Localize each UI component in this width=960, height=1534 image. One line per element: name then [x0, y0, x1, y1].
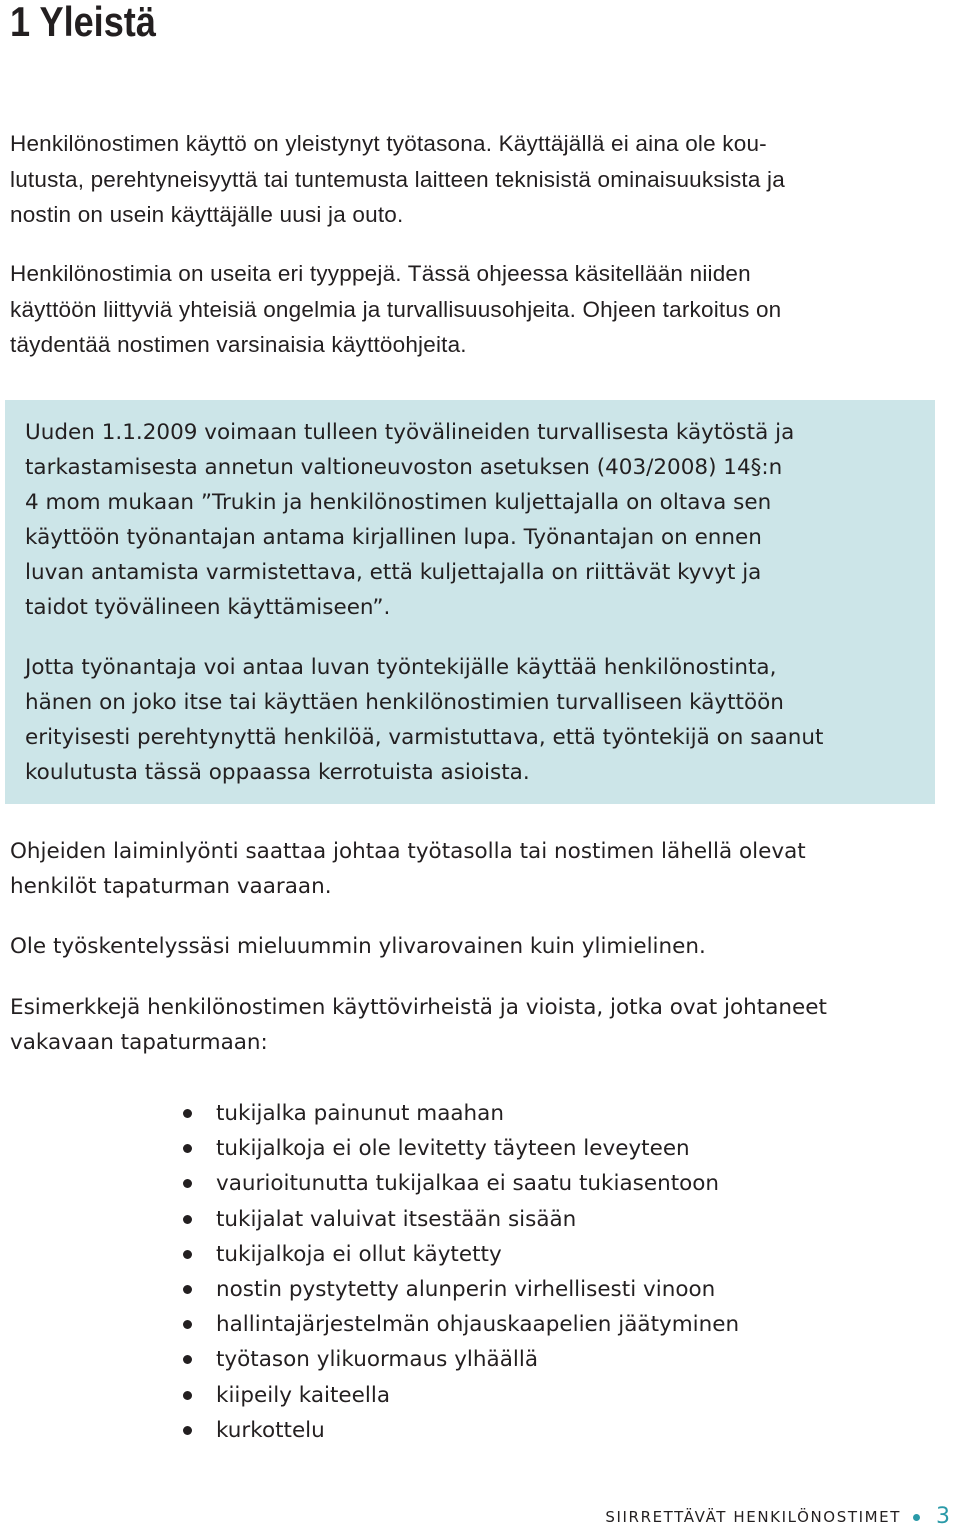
list-item-text: tukijalka painunut maahan: [216, 1101, 504, 1126]
list-item-text: kiipeily kaiteella: [216, 1382, 391, 1408]
list-item: [180, 1131, 739, 1166]
intro-paragraph-2: [10, 256, 940, 363]
list-item: [180, 1166, 739, 1201]
text-line: täydentää nostimen varsinaisia käyttöohjeita.: [10, 332, 467, 357]
warning-paragraph: [10, 834, 806, 904]
bullet-icon: [183, 1179, 192, 1188]
text-line: erityisesti perehtynyttä henkilöä, varmistuttava, että työntekijä on saanut: [25, 725, 824, 750]
page-title: 1 Yleistä: [10, 0, 156, 45]
text-line: henkilöt tapaturman vaaraan.: [10, 874, 332, 899]
text-line: Henkilönostimia on useita eri tyyppejä. Tässä ohjeessa käsitellään niiden: [10, 261, 751, 286]
bullet-icon: [183, 1391, 192, 1400]
text-line: Esimerkkejä henkilönostimen käyttövirheistä ja vioista, jotka ovat johtaneet: [10, 995, 827, 1020]
text-line: vakavaan tapaturmaan:: [10, 1030, 268, 1055]
text-line: käyttöön työnantajan antama kirjallinen lupa. Työnantajan on ennen: [25, 525, 762, 550]
text-line: 4 mom mukaan ”Trukin ja henkilönostimen kuljettajalla on oltava sen: [25, 490, 772, 515]
regulation-info-box: [5, 400, 935, 804]
list-item-text: tukijalkoja ei ole levitetty täyteen leveyteen: [216, 1136, 690, 1162]
list-item: [180, 1378, 739, 1413]
bullet-icon: [183, 1320, 192, 1329]
text-line: tarkastamisesta annetun valtioneuvoston asetuksen (403/2008) 14§:n: [25, 455, 783, 480]
text-line: nostin on usein käyttäjälle uusi ja outo.: [10, 202, 404, 227]
employer-paragraph: [25, 650, 823, 790]
text-line: taidot työvälineen käyttämiseen”.: [25, 595, 391, 620]
text-line: käyttöön liittyviä yhteisiä ongelmia ja turvallisuusohjeita. Ohjeen tarkoitus on: [10, 296, 782, 322]
list-item-text: kurkottelu: [216, 1417, 325, 1443]
text-line: Jotta työnantaja voi antaa luvan työntekijälle käyttää henkilönostinta,: [25, 655, 777, 680]
bullet-icon: [183, 1215, 192, 1224]
bullet-icon: [183, 1355, 192, 1364]
bullet-icon: [183, 1109, 192, 1118]
list-item-text: hallintajärjestelmän ohjauskaapelien jäätyminen: [216, 1312, 740, 1338]
accident-examples-list: [180, 1096, 739, 1448]
list-item-text: tukijalkoja ei ollut käytetty: [216, 1241, 502, 1267]
text-line: koulutusta tässä oppaassa kerrotuista asioista.: [25, 760, 530, 785]
list-item: [180, 1096, 739, 1131]
list-item: [180, 1342, 739, 1377]
list-item-text: tukijalat valuivat itsestään sisään: [216, 1206, 577, 1232]
list-item-text: vaurioitunutta tukijalkaa ei saatu tukiasentoon: [216, 1171, 720, 1197]
bullet-icon: [183, 1285, 192, 1294]
intro-paragraph-1: [10, 126, 940, 233]
text-line: Ohjeiden laiminlyönti saattaa johtaa työtasolla tai nostimen lähellä olevat: [10, 839, 806, 864]
page-footer: [605, 1505, 950, 1529]
bullet-icon: [183, 1250, 192, 1259]
footer-label: SIIRRETTÄVÄT HENKILÖNOSTIMET: [605, 1508, 901, 1526]
text-line: luvan antamista varmistettava, että kuljettajalla on riittävät kyvyt ja: [25, 560, 762, 585]
text-line: lutusta, perehtyneisyyttä tai tuntemusta laitteen teknisistä ominaisuuksista ja: [10, 166, 785, 192]
bullet-icon: [183, 1144, 192, 1153]
list-item-text: työtason ylikuormaus ylhäällä: [216, 1347, 539, 1373]
list-item: [180, 1202, 739, 1237]
advice-paragraph: Ole työskentelyssäsi mieluummin ylivarovainen kuin ylimielinen.: [10, 934, 706, 959]
page-number: 3: [936, 1504, 950, 1529]
list-item: [180, 1413, 739, 1448]
examples-intro-paragraph: [10, 990, 827, 1060]
text-line: hänen on joko itse tai käyttäen henkilönostimien turvalliseen käyttöön: [25, 690, 784, 715]
list-item: [180, 1237, 739, 1272]
bullet-icon: [183, 1426, 192, 1435]
text-line: Henkilönostimen käyttö on yleistynyt työtasona. Käyttäjällä ei aina ole kou-: [10, 131, 767, 156]
text-line: Uuden 1.1.2009 voimaan tulleen työvälineiden turvallisesta käytöstä ja: [25, 420, 795, 445]
regulation-paragraph: [25, 415, 794, 625]
list-item: [180, 1307, 739, 1342]
list-item-text: nostin pystytetty alunperin virhellisesti vinoon: [216, 1276, 716, 1302]
separator-dot-icon: [913, 1514, 920, 1521]
list-item: [180, 1272, 739, 1307]
